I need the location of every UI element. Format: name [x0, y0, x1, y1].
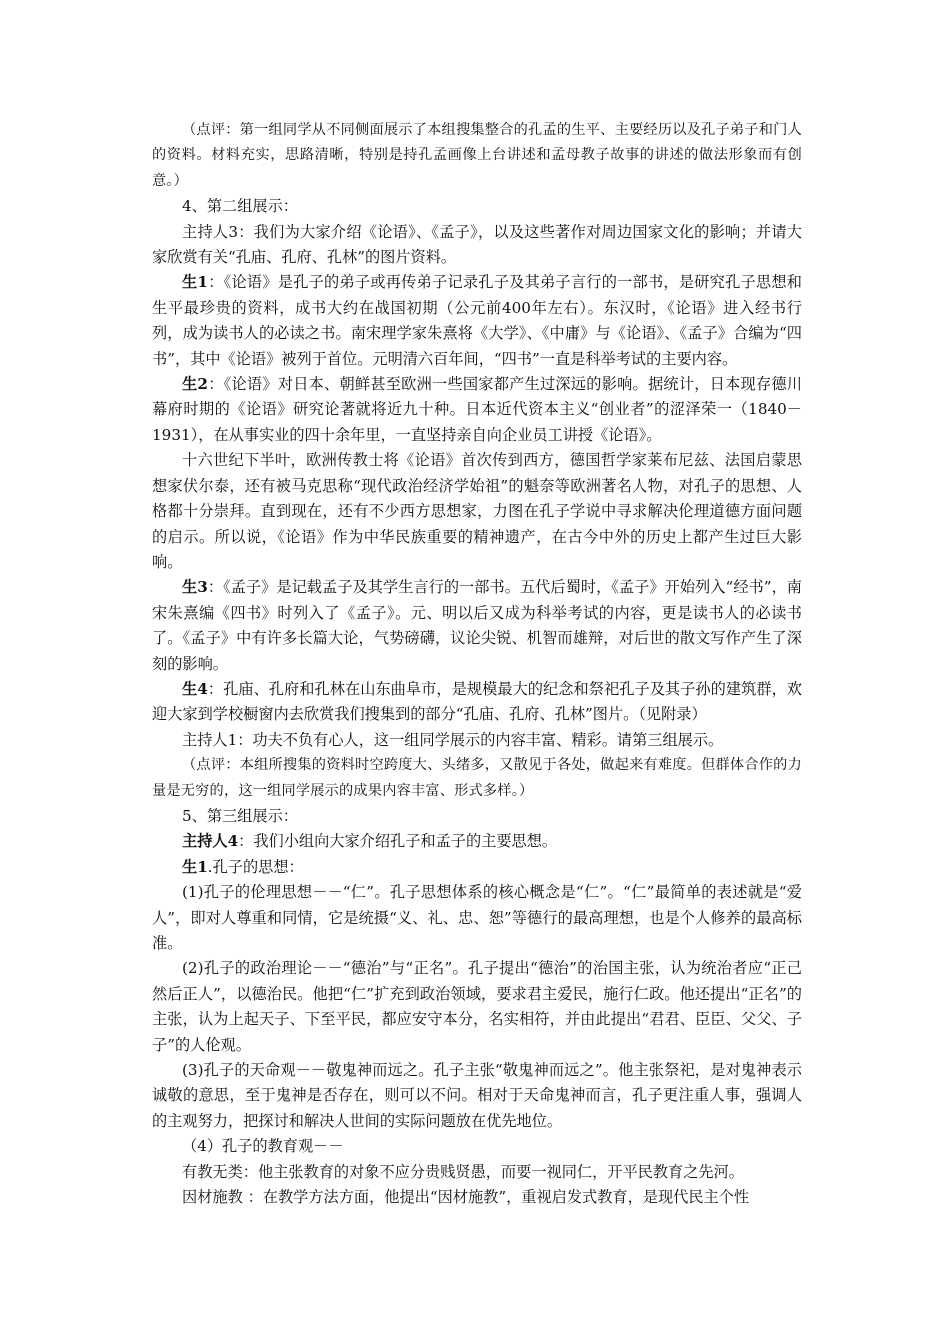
- speech-text: .孔子的思想：: [207, 857, 304, 876]
- speech-paragraph: [152, 829, 802, 854]
- body-paragraph: 因材施教 ：在教学方法方面，他提出“因材施教”，重视启发式教育，是现代民主个性: [182, 1188, 750, 1207]
- body-paragraph: （4）孔子的教育观－－: [182, 1137, 344, 1156]
- section-heading: 5、第三组展示：: [182, 806, 298, 825]
- document-page: [152, 118, 802, 1210]
- speech-text: ：《论语》对日本、朝鲜甚至欧洲一些国家都产生过深远的影响。据统计，日本现存德川幕府时期的《论语》研究论著就将近九十种。日本近代资本主义“创业者”的涩泽荣一（1840－1931），在从事实业的四十余年里，一直坚持亲自向企业员工讲授《论语》。: [152, 375, 802, 444]
- body-paragraph: (3)孔子的天命观－－敬鬼神而远之。孔子主张“敬鬼神而远之”。他主张祭祀，是对鬼神表示诚敬的意思，至于鬼神是否存在，则可以不问。相对于天命鬼神而言，孔子更注重人事，强调人的主观努力，把探讨和解决人世间的实际问题放在优先地位。: [152, 1061, 802, 1130]
- speech-paragraph: [152, 575, 802, 677]
- speech-text: ：我们为大家介绍《论语》、《孟子》，以及这些著作对周边国家文化的影响；并请大家欣赏有关“孔庙、孔府、孔林”的图片资料。: [152, 222, 802, 267]
- speech-text: ：《论语》是孔子的弟子或再传弟子记录孔子及其弟子言行的一部书，是研究孔子思想和生平最珍贵的资料，成书大约在战国初期（公元前400年左右）。东汉时，《论语》进入经书行列，成为读书人的必读之书。南宋理学家朱熹将《大学》、《中庸》与《论语》、《孟子》合编为“四书”，其中《论语》被列于首位。元明清六百年间，“四书”一直是科举考试的主要内容。: [152, 273, 802, 368]
- speaker-label: 生1: [182, 857, 208, 876]
- speech-paragraph: [152, 220, 802, 271]
- comment-paragraph: （点评：本组所搜集的资料时空跨度大、头绪多，又散见于各处，做起来有难度。但群体合作的力量是无穷的，这一组同学展示的成果内容丰富、形式多样。）: [152, 757, 802, 799]
- speaker-label: 主持人4: [182, 832, 239, 851]
- speech-paragraph: [152, 270, 802, 372]
- body-paragraph: 有教无类：他主张教育的对象不应分贵贱贤愚，而要一视同仁，开平民教育之先河。: [182, 1162, 744, 1181]
- speech-paragraph: [152, 677, 802, 728]
- body-paragraph: 十六世纪下半叶，欧洲传教士将《论语》首次传到西方，德国哲学家莱布尼兹、法国启蒙思想家伏尔泰，还有被马克思称“现代政治经济学始祖”的魁奈等欧洲著名人物，对孔子的思想、人格都十分崇拜。直到现在，还有不少西方思想家，力图在孔子学说中寻求解决伦理道德方面问题的启示。所以说，《论语》作为中华民族重要的精神遗产，在古今中外的历史上都产生过巨大影响。: [152, 451, 802, 571]
- comment-paragraph: （点评：第一组同学从不同侧面展示了本组搜集整合的孔孟的生平、主要经历以及孔子弟子和门人的资料。材料充实，思路清晰，特别是持孔孟画像上台讲述和孟母教子故事的讲述的做法形象而有创意。）: [152, 122, 802, 189]
- speaker-label: 生1: [182, 273, 208, 292]
- speech-text: ：《孟子》是记载孟子及其学生言行的一部书。五代后蜀时，《孟子》开始列入“经书”，南宋朱熹编《四书》时列入了《孟子》。元、明以后又成为科举考试的内容，更是读书人的必读书了。《孟子》中有许多长篇大论，气势磅礴，议论尖锐、机智而雄辩，对后世的散文写作产生了深刻的影响。: [152, 578, 802, 673]
- speech-paragraph: [152, 372, 802, 448]
- speaker-label: 生4: [182, 679, 208, 698]
- body-paragraph: (2)孔子的政治理论－－“德治”与“正名”。孔子提出“德治”的治国主张，认为统治者应“正己然后正人”，以德治民。他把“仁”扩充到政治领域，要求君主爱民，施行仁政。他还提出“正名”的主张，认为上起天子、下至平民，都应安守本分，名实相符，并由此提出“君君、臣臣、父父、子子”的人伦观。: [152, 959, 802, 1054]
- speech-paragraph: [152, 855, 802, 880]
- speaker-label: 生2: [182, 375, 208, 394]
- speaker-label: 主持人1: [182, 730, 238, 749]
- speaker-label: 生3: [182, 578, 208, 597]
- body-paragraph: (1)孔子的伦理思想－－“仁”。孔子思想体系的核心概念是“仁”。“仁”最简单的表述就是“爱人”，即对人尊重和同情，它是统摄“义、礼、忠、恕”等德行的最高理想，也是个人修养的最高标准。: [152, 883, 802, 952]
- speech-text: ：孔庙、孔府和孔林在山东曲阜市，是规模最大的纪念和祭祀孔子及其子孙的建筑群，欢迎大家到学校橱窗内去欣赏我们搜集到的部分“孔庙、孔府、孔林”图片。（见附录）: [152, 679, 802, 724]
- speech-paragraph: [152, 728, 802, 753]
- speech-text: ：我们小组向大家介绍孔子和孟子的主要思想。: [238, 832, 558, 851]
- speech-text: ：功夫不负有心人，这一组同学展示的内容丰富、精彩。请第三组展示。: [237, 730, 724, 749]
- speaker-label: 主持人3: [182, 222, 238, 241]
- section-heading: 4、第二组展示：: [182, 197, 298, 216]
